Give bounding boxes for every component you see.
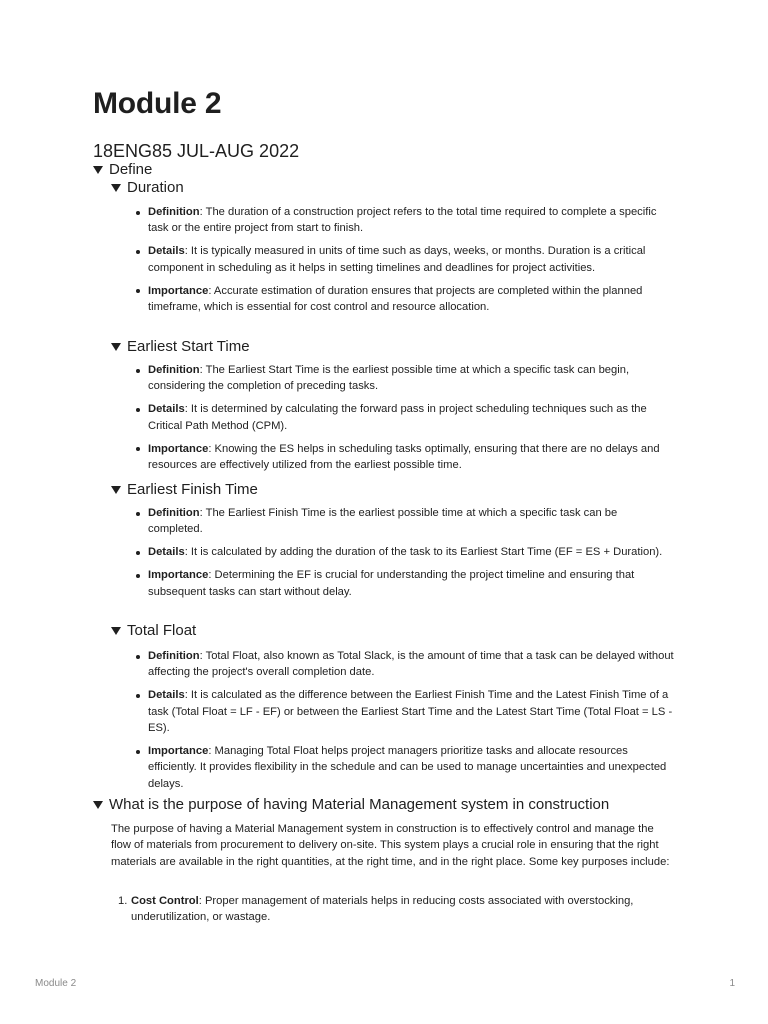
toggle-duration[interactable] — [111, 178, 184, 198]
material-purpose-list — [111, 893, 671, 926]
list-item — [130, 362, 675, 395]
term-text: : Knowing the ES helps in scheduling tasks optimally, ensuring that there are no delays and resources are effectively utilized from the earliest possible time. — [148, 442, 660, 472]
term-label: Importance — [148, 745, 209, 758]
exam-heading: 18ENG85 JUL-AUG 2022 — [93, 141, 300, 161]
list-number: 1. — [118, 895, 128, 907]
term-text: : It is calculated as the difference between the Earliest Finish Time and the Latest Finish Time of a task (Total Float = LF - EF) or between the Earliest Start Time and the Latest Start Time (Total Float = LS - ES). — [148, 689, 673, 735]
term-text: : It is typically measured in units of time such as days, weeks, or months. Duration is a critical component in scheduling as it helps in setting timelines and deadlines for project activities. — [148, 245, 646, 274]
toggle-earliest-start-time-label: Earliest Start Time — [127, 338, 250, 355]
list-item — [130, 687, 675, 736]
term-text: : Proper management of materials helps in reducing costs associated with overstocking, underutilization, or wastage. — [131, 895, 634, 924]
term-label: Definition — [148, 650, 200, 662]
toggle-material-management-label: What is the purpose of having Material Management system in construction — [109, 796, 610, 813]
toggle-material-management[interactable] — [93, 795, 609, 815]
term-text: : Determining the EF is crucial for understanding the project timeline and ensuring that subsequent tasks can start without delay. — [148, 569, 635, 598]
triangle-down-icon[interactable] — [111, 343, 121, 351]
list-item — [130, 743, 675, 792]
term-label: Importance — [148, 569, 209, 582]
toggle-define[interactable] — [93, 160, 152, 180]
page-title: Module 2 — [93, 87, 222, 120]
list-item — [130, 401, 675, 434]
term-label: Definition — [148, 364, 200, 376]
earliest-start-list — [130, 362, 675, 480]
list-item — [130, 243, 675, 276]
toggle-total-float-label: Total Float — [127, 622, 197, 639]
list-item — [130, 567, 675, 600]
toggle-duration-label: Duration — [127, 179, 184, 196]
footer-title: Module 2 — [35, 978, 77, 989]
term-label: Importance — [148, 442, 209, 455]
term-label: Cost Control — [131, 895, 199, 907]
earliest-finish-list — [130, 505, 675, 607]
term-text: : Total Float, also known as Total Slack, is the amount of time that a task can be delayed without affecting the project's overall completion date. — [148, 650, 674, 679]
triangle-down-icon[interactable] — [111, 627, 121, 635]
list-item — [130, 441, 675, 474]
triangle-down-icon[interactable] — [111, 486, 121, 494]
toggle-earliest-finish-time-label: Earliest Finish Time — [127, 481, 258, 498]
term-label: Details — [148, 403, 185, 416]
toggle-earliest-start-time[interactable] — [111, 337, 250, 357]
total-float-list — [130, 648, 675, 799]
term-label: Definition — [148, 206, 200, 218]
triangle-down-icon[interactable] — [93, 801, 103, 809]
list-item — [130, 648, 675, 681]
list-item — [130, 204, 675, 237]
term-label: Details — [148, 546, 185, 559]
toggle-define-label: Define — [109, 161, 153, 178]
term-label: Details — [148, 245, 185, 258]
page-number: 1 — [729, 978, 735, 989]
triangle-down-icon[interactable] — [111, 184, 121, 192]
toggle-earliest-finish-time[interactable] — [111, 480, 258, 500]
term-text: : The Earliest Start Time is the earliest possible time at which a specific task can begin, considering the completion of preceding tasks. — [148, 364, 630, 393]
term-text: : It is determined by calculating the forward pass in project scheduling techniques such as the Critical Path Method (CPM). — [148, 403, 647, 432]
duration-list — [130, 204, 675, 322]
material-paragraph: The purpose of having a Material Management system in construction is to effectively control and manage the flow of materials from procurement to delivery on-site. This system plays a crucial role in ensuring that the right materials are available in the right quantities, at the right time, and in the right place. Some key purposes include: — [111, 823, 670, 868]
term-text: : The duration of a construction project refers to the total time required to complete a specific task or the entire project from start to finish. — [148, 206, 657, 235]
list-item — [130, 544, 675, 560]
list-item — [130, 283, 675, 316]
toggle-total-float[interactable] — [111, 621, 196, 641]
term-text: : The Earliest Finish Time is the earliest possible time at which a specific task can be completed. — [148, 507, 618, 536]
term-text: : Managing Total Float helps project managers prioritize tasks and allocate resources efficiently. It provides flexibility in the schedule and can be used to manage uncertainties and unexpected delays. — [148, 745, 667, 790]
term-label: Definition — [148, 507, 200, 519]
term-text: : It is calculated by adding the duration of the task to its Earliest Start Time (EF = ES + Duration). — [184, 546, 663, 559]
term-text: : Accurate estimation of duration ensures that projects are completed within the planned timeframe, which is essential for cost control and resource allocation. — [148, 284, 643, 314]
list-item — [111, 893, 671, 926]
triangle-down-icon[interactable] — [93, 166, 103, 174]
term-label: Details — [148, 689, 185, 702]
term-label: Importance — [148, 284, 209, 297]
list-item — [130, 505, 675, 538]
